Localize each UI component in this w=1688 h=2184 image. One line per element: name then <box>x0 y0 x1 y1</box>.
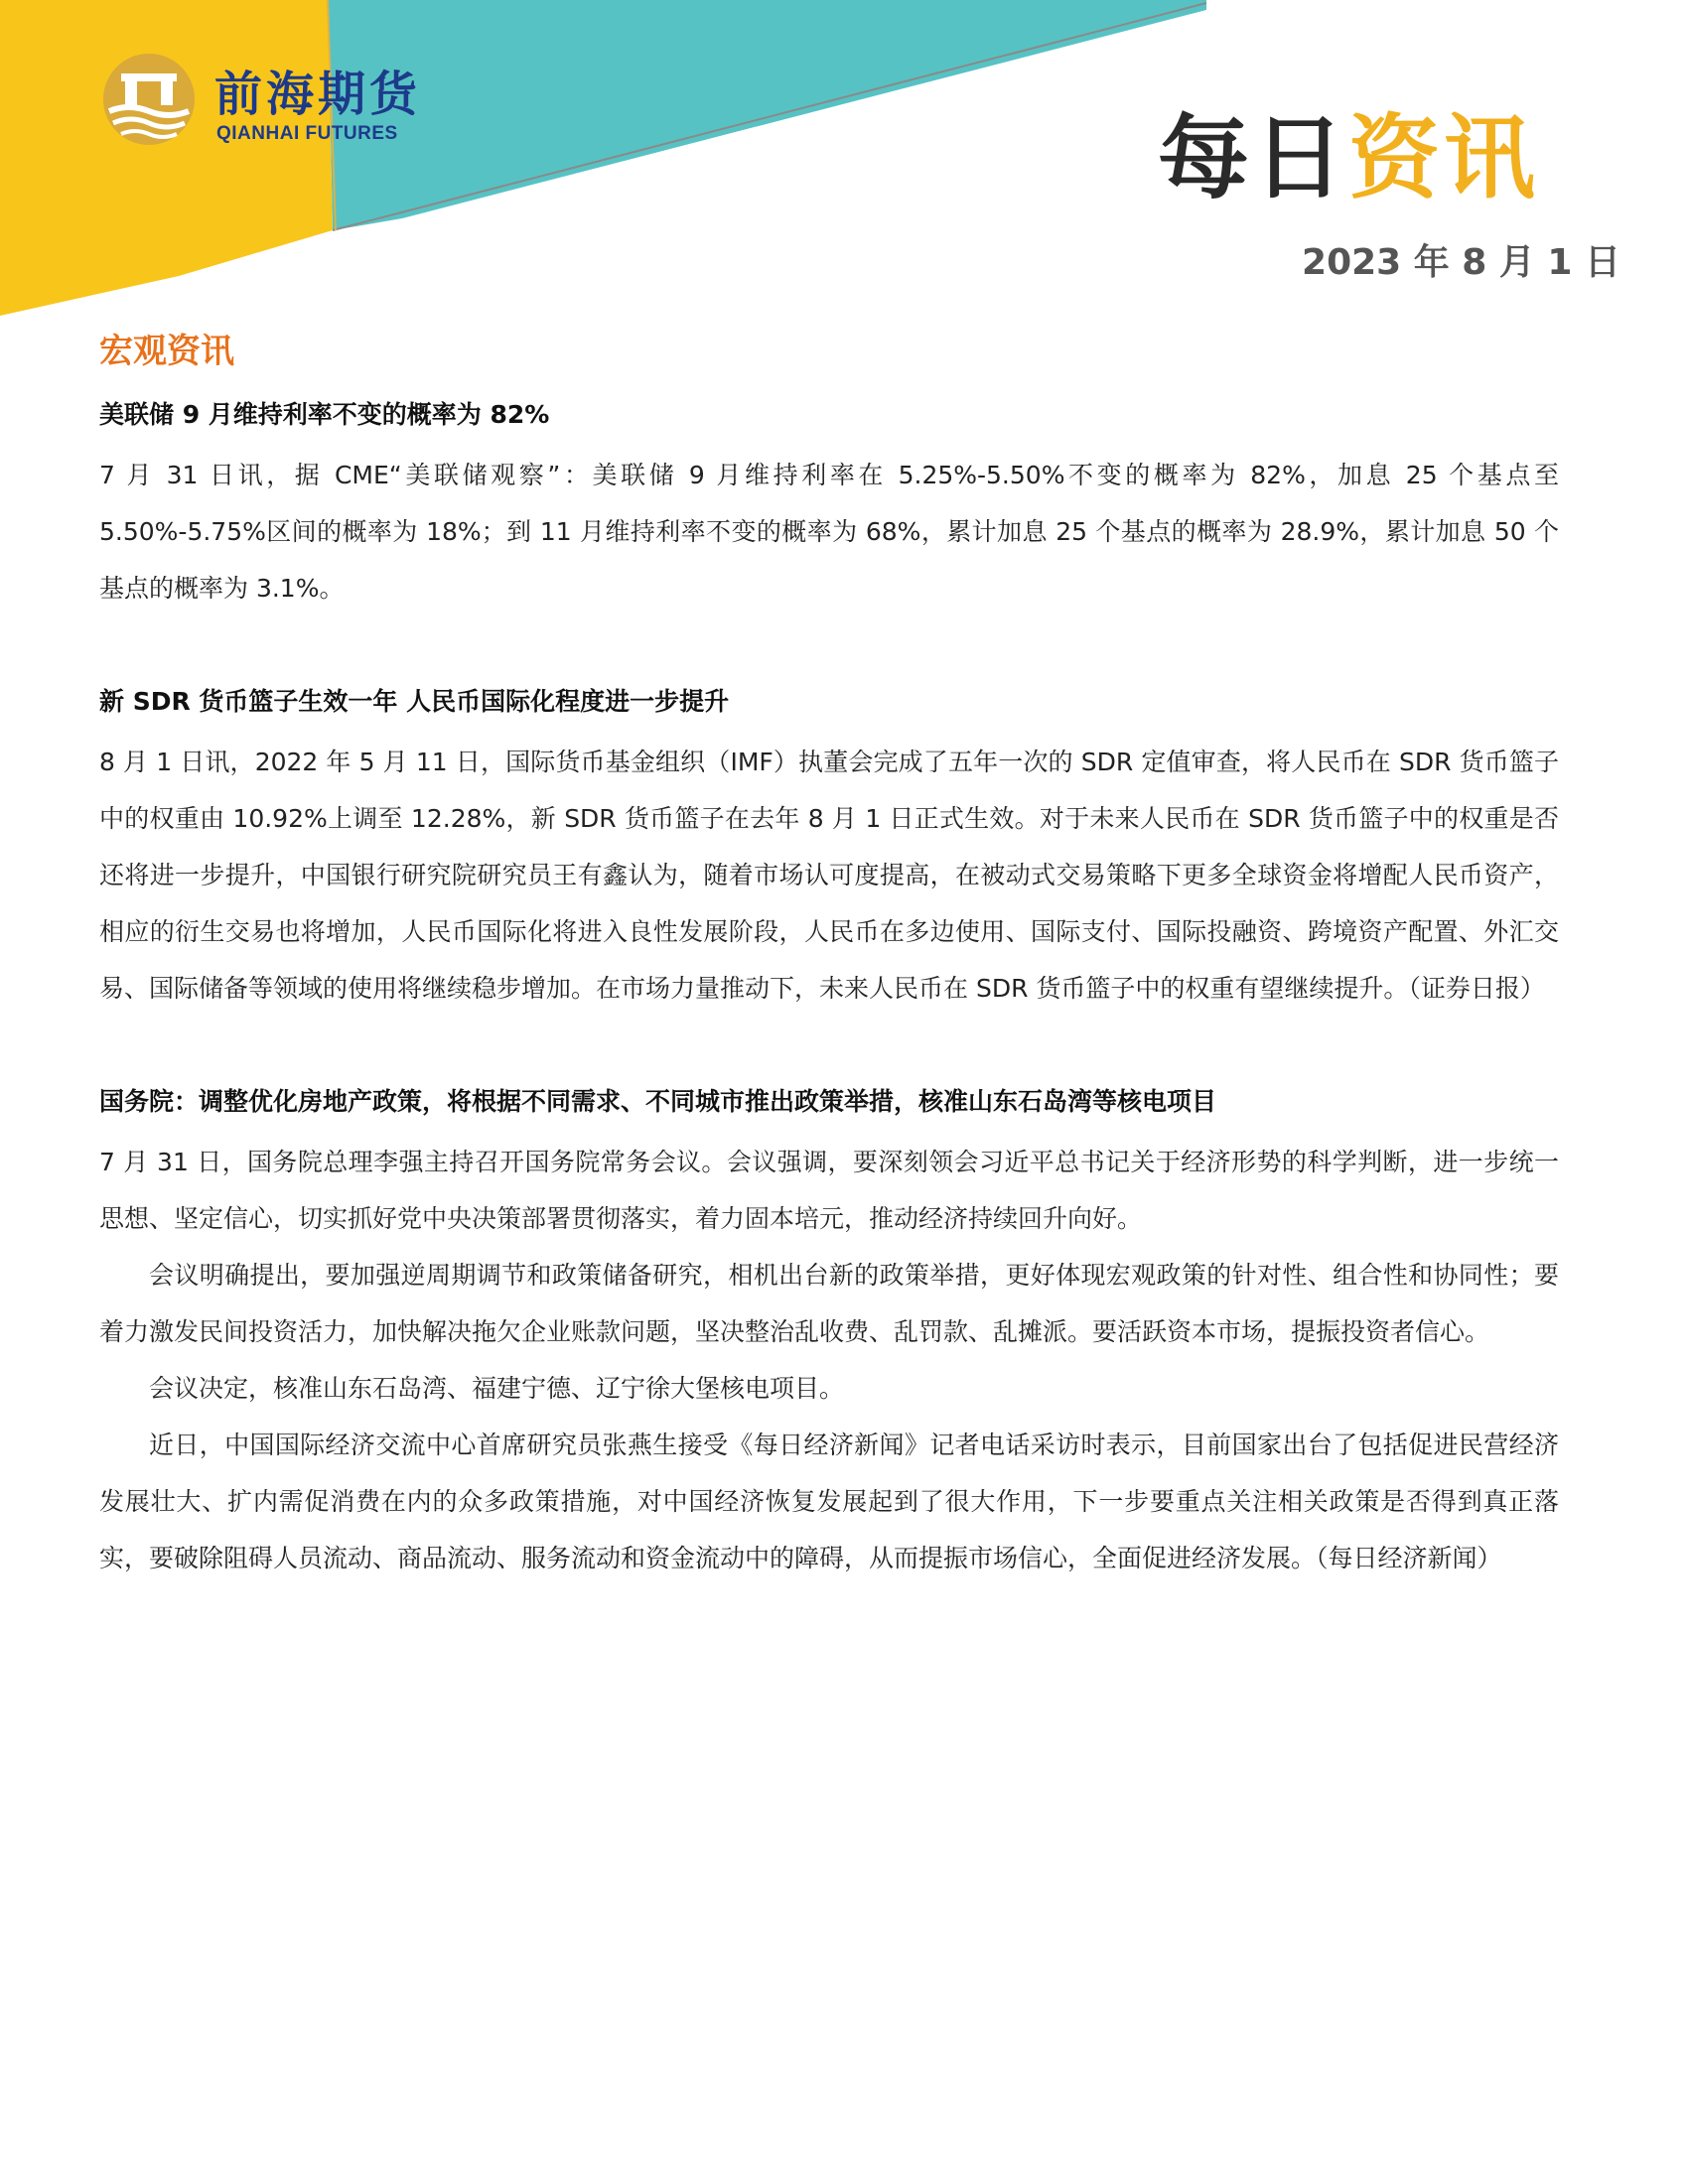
article-paragraph: 近日，中国国际经济交流中心首席研究员张燕生接受《每日经济新闻》记者电话采访时表示，目前国家出台了包括促进民营经济发展壮大、扩内需促消费在内的众多政策措施，对中国经济恢复发展起到了很大作用，下一步要重点关注相关政策是否得到真正落实，要破除阻碍人员流动、商品流动、服务流动和资金流动中的障碍，从而提振市场信心，全面促进经济发展。（每日经济新闻） <box>99 1431 1559 1572</box>
company-logo <box>95 50 453 159</box>
article-paragraph: 7 月 31 日，国务院总理李强主持召开国务院常务会议。会议强调，要深刻领会习近平总书记关于经济形势的科学判断，进一步统一思想、坚定信心，切实抓好党中央决策部署贯彻落实，着力固本培元，推动经济持续回升向好。 <box>99 1148 1559 1233</box>
article-paragraph: 7 月 31 日讯，据 CME“美联储观察”：美联储 9 月维持利率在 5.25%-5.50%不变的概率为 82%，加息 25 个基点至 5.50%-5.75%区间的概率为 18%；到 11 月维持利率不变的概率为 68%，累计加息 25 个基点的概率为 28.9%，累计加息 50 个基点的概率为 3.1%。 <box>99 461 1559 603</box>
article-title: 新 SDR 货币篮子生效一年 人民币国际化程度进一步提升 <box>99 687 730 716</box>
logo-emblem-icon <box>95 50 203 149</box>
article <box>99 682 1559 1017</box>
masthead-title-gold: 资讯 <box>1347 105 1539 211</box>
masthead-title-dark: 每日 <box>1157 105 1348 211</box>
logo-english-name: QIANHAI FUTURES <box>216 123 398 144</box>
masthead-title <box>1157 105 1539 211</box>
main-content <box>99 330 1559 1652</box>
issue-date: 2023 年 8 月 1 日 <box>1302 242 1620 283</box>
teal-band <box>328 0 1206 230</box>
section-title: 宏观资讯 <box>99 332 234 371</box>
logo-chinese-name: 前海期货 <box>214 67 422 122</box>
article-paragraph: 会议明确提出，要加强逆周期调节和政策储备研究，相机出台新的政策举措，更好体现宏观政策的针对性、组合性和协同性；要着力激发民间投资活力，加快解决拖欠企业账款问题，坚决整治乱收费、乱罚款、乱摊派。要活跃资本市场，提振投资者信心。 <box>99 1261 1559 1346</box>
article <box>99 395 1559 616</box>
article-title: 国务院：调整优化房地产政策，将根据不同需求、不同城市推出政策举措，核准山东石岛湾等核电项目 <box>99 1087 1217 1116</box>
article <box>99 1082 1559 1586</box>
article-title: 美联储 9 月维持利率不变的概率为 82% <box>99 400 550 429</box>
article-paragraph: 8 月 1 日讯，2022 年 5 月 11 日，国际货币基金组织（IMF）执董会完成了五年一次的 SDR 定值审查，将人民币在 SDR 货币篮子中的权重由 10.92%上调至 12.28%，新 SDR 货币篮子在去年 8 月 1 日正式生效。对于未来人民币在 SDR 货币篮子中的权重是否还将进一步提升，中国银行研究院研究员王有鑫认为，随着市场认可度提高，在被动式交易策略下更多全球资金将增配人民币资产，相应的衍生交易也将增加，人民币国际化将进入良性发展阶段，人民币在多边使用、国际支付、国际投融资、跨境资产配置、外汇交易、国际储备等领域的使用将继续稳步增加。在市场力量推动下，未来人民币在 SDR 货币篮子中的权重有望继续提升。（证券日报） <box>99 748 1559 1003</box>
article-paragraph: 会议决定，核准山东石岛湾、福建宁德、辽宁徐大堡核电项目。 <box>149 1374 845 1403</box>
